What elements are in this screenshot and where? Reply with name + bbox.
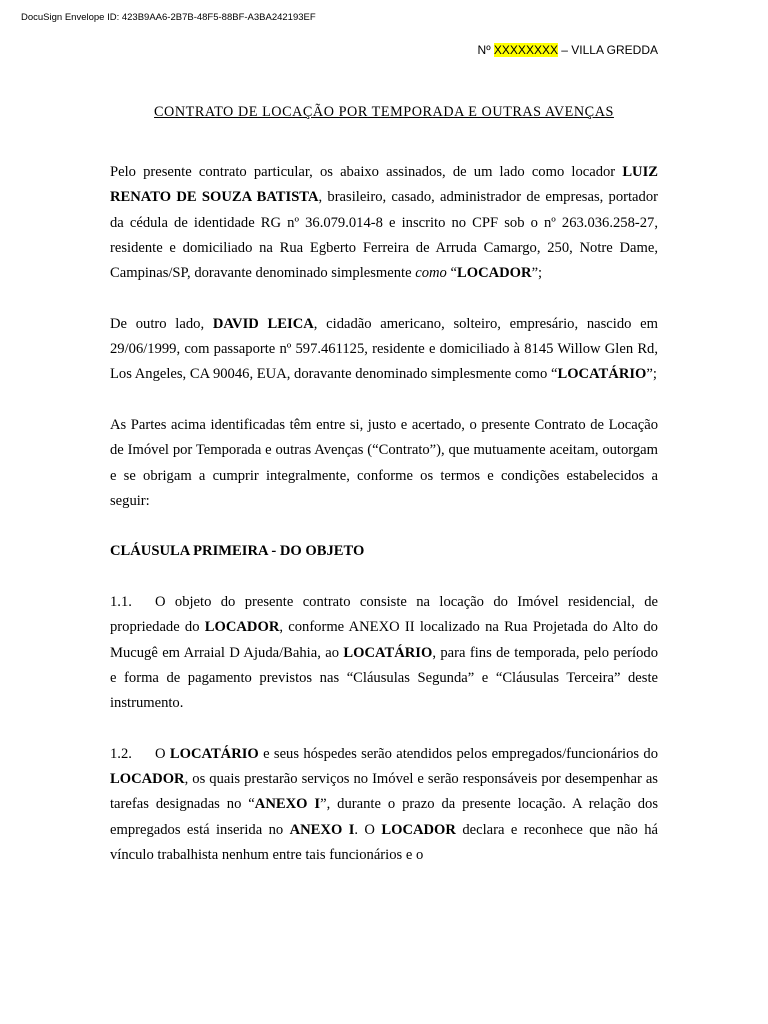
- text: , os quais prestarão serviços no Imóvel e serão responsáveis por desempenhar as tarefas designadas no “: [110, 771, 658, 813]
- text: e seus hóspedes serão atendidos pelos empregados/funcionários do: [258, 745, 658, 762]
- document-body: [110, 160, 658, 894]
- text: , para fins de temporada, pelo período e forma de pagamento previstos nas “Cláusulas Segunda” e “Cláusulas Terceira” deste instrumento.: [110, 644, 658, 712]
- paragraph-parties: As Partes acima identificadas têm entre si, justo e acertado, o presente Contrato de Locação de Imóvel por Temporada e outras Avenças (“Contrato”), que mutuamente aceitam, outorgam e se obrigam a cumprir integralmente, conforme os termos e condições estabelecidos a seguir:: [110, 416, 658, 509]
- contract-number-prefix: Nº: [477, 43, 494, 57]
- locador-term: LOCADOR: [110, 771, 185, 788]
- contract-number: [478, 43, 658, 57]
- document-title: CONTRATO DE LOCAÇÃO POR TEMPORADA E OUTRAS AVENÇAS: [154, 104, 614, 120]
- text: De outro lado,: [110, 315, 213, 332]
- text: , conforme ANEXO II localizado na Rua Projetada do Alto do Mucugê em Arraial D Ajuda/Bahia, ao: [110, 619, 658, 661]
- locatario-name: DAVID LEICA: [212, 315, 314, 332]
- annex-term: ANEXO I: [289, 821, 355, 838]
- locador-term: LOCADOR: [204, 619, 280, 636]
- locatario-term: LOCATÁRIO: [557, 366, 647, 383]
- annex-term: ANEXO I: [254, 796, 321, 813]
- contract-number-suffix: – VILLA GREDDA: [557, 43, 658, 57]
- clause-1-1: [110, 590, 658, 716]
- text: , brasileiro, casado, administrador de empresas, portador da cédula de identidade RG nº 36.079.014-8 e inscrito no CPF sob o nº 263.036.258-27, residente e domiciliado na Rua Egberto Ferreira de Arruda Camargo, 250, Notre Dame, Campinas/SP, doravante denominado simplesmente: [110, 189, 658, 282]
- locador-term: LOCADOR: [381, 821, 456, 838]
- clause-one-heading: CLÁUSULA PRIMEIRA - DO OBJETO: [110, 543, 365, 560]
- text: ”;: [646, 366, 657, 383]
- paragraph-locatario: [110, 312, 658, 388]
- text: ”, durante o prazo da presente locação. A relação dos empregados está inserida no: [110, 796, 659, 838]
- clause-number: 1.1.: [110, 594, 132, 611]
- text: . O: [354, 821, 382, 838]
- locatario-term: LOCATÁRIO: [169, 745, 259, 762]
- contract-number-value: XXXXXXXX: [493, 43, 558, 57]
- text: declara e reconhece que não há vínculo trabalhista nenhum entre tais funcionários e o: [110, 821, 658, 864]
- text: Pelo presente contrato particular, os abaixo assinados, de um lado como locador: [110, 164, 623, 180]
- text-italic: como: [415, 265, 447, 282]
- clause-1-2: [110, 742, 658, 868]
- docusign-envelope-id: DocuSign Envelope ID: 423B9AA6-2B7B-48F5-88BF-A3BA242193EF: [21, 12, 316, 23]
- text: “: [446, 265, 457, 282]
- locador-term: LOCADOR: [456, 265, 532, 282]
- clause-number: 1.2.: [110, 745, 132, 762]
- locador-name: LUIZ RENATO DE SOUZA BATISTA: [110, 164, 658, 206]
- locatario-term: LOCATÁRIO: [343, 644, 433, 661]
- paragraph-locador: [110, 160, 658, 286]
- text: O: [155, 745, 170, 762]
- text: , cidadão americano, solteiro, empresário, nascido em 29/06/1999, com passaporte nº 597.461125, residente e domiciliado à 8145 Willow Glen Rd, Los Angeles, CA 90046, EUA, doravante denominado simplesmente como “: [110, 315, 659, 383]
- text: O objeto do presente contrato consiste na locação do Imóvel residencial, de propriedade do: [110, 594, 658, 636]
- text: ”;: [531, 265, 543, 282]
